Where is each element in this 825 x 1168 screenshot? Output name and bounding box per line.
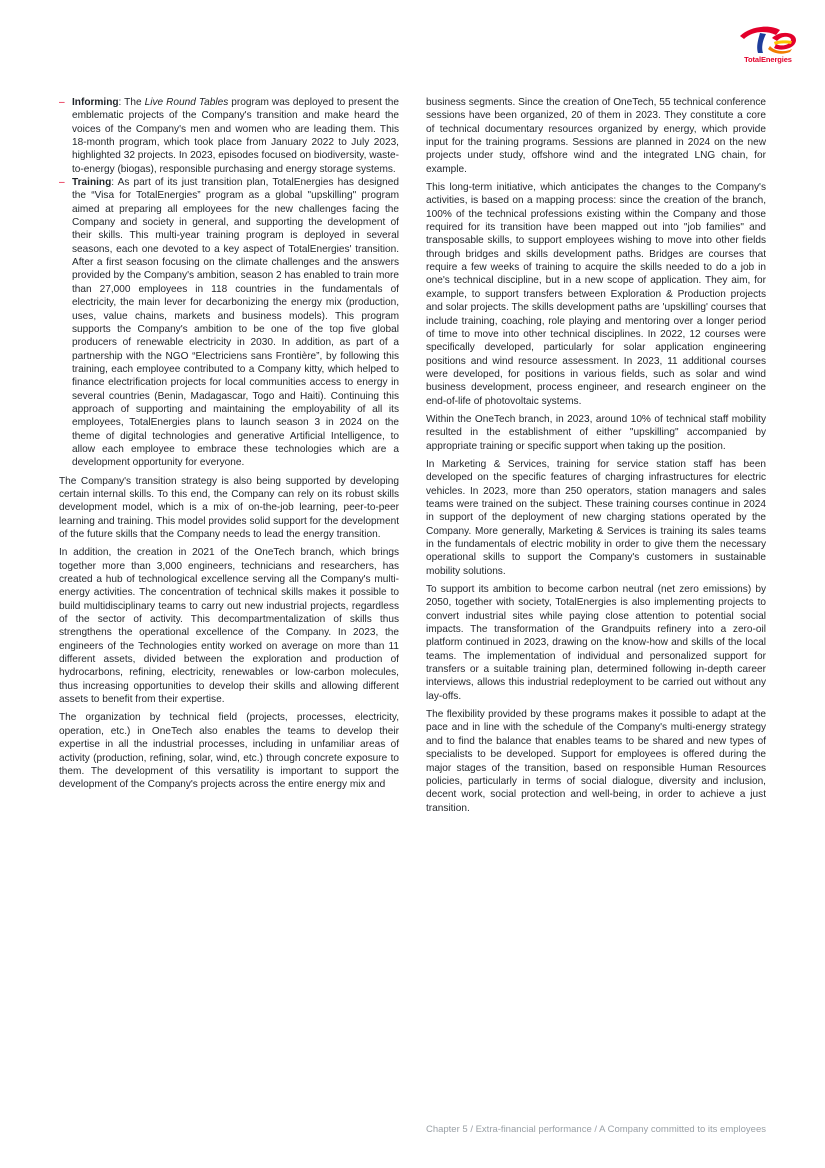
logo-wordmark: TotalEnergies [744,55,792,64]
left-column [59,96,399,797]
dash-marker: – [59,177,65,189]
dash-marker: – [59,97,65,108]
bullet-term: Training [72,177,112,189]
paragraph: In Marketing & Services, training for service station staff has been developed on the specific features of charging infrastructures for electric vehicles. In 2023, more than 250 operators, station managers and sales teams were trained on the subject. These training courses continue in 2024 in support of the deployment of new charging stations operated by the Company. More generally, Marketing & Services is training its sales teams in the fundamentals of electric mobility in order to give them the necessary operational skills to support the Company's customers in sustainable mobility solutions. [426,458,766,577]
bullet-text: program was deployed to present the emblematic projects of the Company's transition and make heard the voices of the Company's men and women who are leading them. This 18-month program, which took place from January 2022 to July 2023, highlighted 32 projects. In 2023, episodes focused on biodiversity, waste-to-energy (biogas), responsible purchasing and energy storage systems. [72,97,400,175]
right-column [426,96,766,820]
paragraph: The organization by technical field (projects, processes, electricity, operation, etc.) in OneTech also enables the teams to develop their expertise in all the industrial processes, including in unfamiliar areas of activity (production, refining, solar, wind, etc.) through concrete exposure to them. The development of this versatility is important to support the development of the Company's projects across the entire energy mix and [59,712,399,791]
bullet-term: Informing [72,97,119,108]
bullet-text-lead: : The [118,97,145,108]
paragraph: To support its ambition to become carbon neutral (net zero emissions) by 2050, together with society, TotalEnergies is also implementing projects to convert industrial sites while paying close attention to potential social impacts. The transformation of the Grandpuits refinery into a zero-oil platform continued in 2023, drawing on the know-how and skills of the local teams. The implementation of individual and personalized support for transfers or a suitable training plan, determined following in-depth career interviews, allows this industrial redeployment to be carried out without any lay-offs. [426,584,766,702]
bullet-text: : As part of its just transition plan, TotalEnergies has designed the “Visa for TotalEnergies” program as a global "upskilling" program aimed at preparing all employees for the new challenges facing the Company and society in general, and supporting the development of their skills. This multi-year training program is deployed in several seasons, each one devoted to a key aspect of TotalEnergies' transition. After a first season focusing on the climate challenges and the answers provided by the Company's ambition, season 2 has enabled to train more than 27,000 employees in 118 countries in the fundamentals of electricity, the main lever for decarbonizing the energy mix (production, uses, value chains, markets and business models). This program supports the Company's ambition to be one of the top five global producers of renewable electricity in 2030. In addition, as part of a partnership with the NGO “Electriciens sans Frontière”, by following this training, each employee contributed to a Company kitty, which helped to finance electrification projects for local communities access to energy in several countries (Benin, Madagascar, Togo and Haiti). Continuing this approach of supporting and maintaining the employability of all its employees, TotalEnergies plans to launch season 3 in 2024 on the theme of digital technologies and generative Artificial Intelligence, to allow each employee to embrace these technologies which are a development opportunity for everyone. [72,177,399,469]
paragraph: This long-term initiative, which anticipates the changes to the Company's activities, is based on a mapping process: since the creation of the branch, 100% of the technical professions existing within the Company and those required for its transition have been mapped out into "job families" and transposable skills, to support employees wishing to move into other fields through bridges and skills development paths. Bridges are courses that require a few weeks of training to acquire the skills needed to do a job in one's technical discipline, but in a new scope of application. They aim, for example, to support transfers between Exploration & Production projects and solar projects. The skills development paths are 'upskilling' courses that include training, coaching, role playing and mentoring over a longer period of time to move into other technical disciplines. In 2022, 12 courses were specifically developed, particularly for solar application engineering positions and wind resource assessment. In 2023, 11 additional courses were developed, for positions in various fields, such as solar and wind business development, process engineer, and research engineer on the end-of-life of photovoltaic systems. [426,182,766,407]
paragraph: business segments. Since the creation of OneTech, 55 technical conference sessions have been organized, 20 of them in 2023. They constitute a core of technical documentary resources organized by energy, which provide input for the training programs. Sessions are planned in 2024 on the new projects under study, offshore wind and the integrated LNG chain, for example. [426,97,766,175]
logo-mark-icon [736,24,800,56]
totalenergies-logo [736,24,800,68]
bullet-informing [59,96,399,176]
program-name: Live Round Tables [144,97,229,108]
paragraph: The flexibility provided by these programs makes it possible to adapt at the pace and in line with the schedule of the Company's multi-energy strategy and to find the balance that enables teams to be shared and new types of specialists to be developed. Support for employees is offered during the major stages of the transition, based on responsible Human Resources policies, particularly in terms of social dialogue, diversity and inclusion, decent work, social protection and well-being, in order to achieve a just transition. [426,709,766,814]
paragraph: The Company's transition strategy is also being supported by developing certain internal skills. To this end, the Company can rely on its robust skills development model, which is a mix of on-the-job learning, peer-to-peer learning and training. This model provides solid support for the development of the future skills that the Company needs to lead the energy transition. [59,475,399,540]
paragraph: Within the OneTech branch, in 2023, around 10% of technical staff mobility resulted in the establishment of either "upskilling" accompanied by appropriate training or specific support when taking up the position. [426,413,766,452]
paragraph: In addition, the creation in 2021 of the OneTech branch, which brings together more than 3,000 engineers, technicians and researchers, has created a hub of technological excellence serving all the Company's multi-energy activities. The concentration of technical skills makes it possible to build multidisciplinary teams to carry out new industrial projects, regardless of the sector of activity. This decompartmentalization of skills thus strengthens the operational excellence of the Company. In 2023, the engineers of the Technologies entity worked on average on more than 11 different assets, divided between the exploration and production of hydrocarbons, refining, electricity, renewables or low-carbon molecules, thus increasing opportunities to develop their skills and allowing different assets to benefit from their expertise. [59,547,399,706]
page-footer: Chapter 5 / Extra-financial performance / A Company committed to its employees [425,1124,766,1135]
bullet-training [59,176,399,470]
